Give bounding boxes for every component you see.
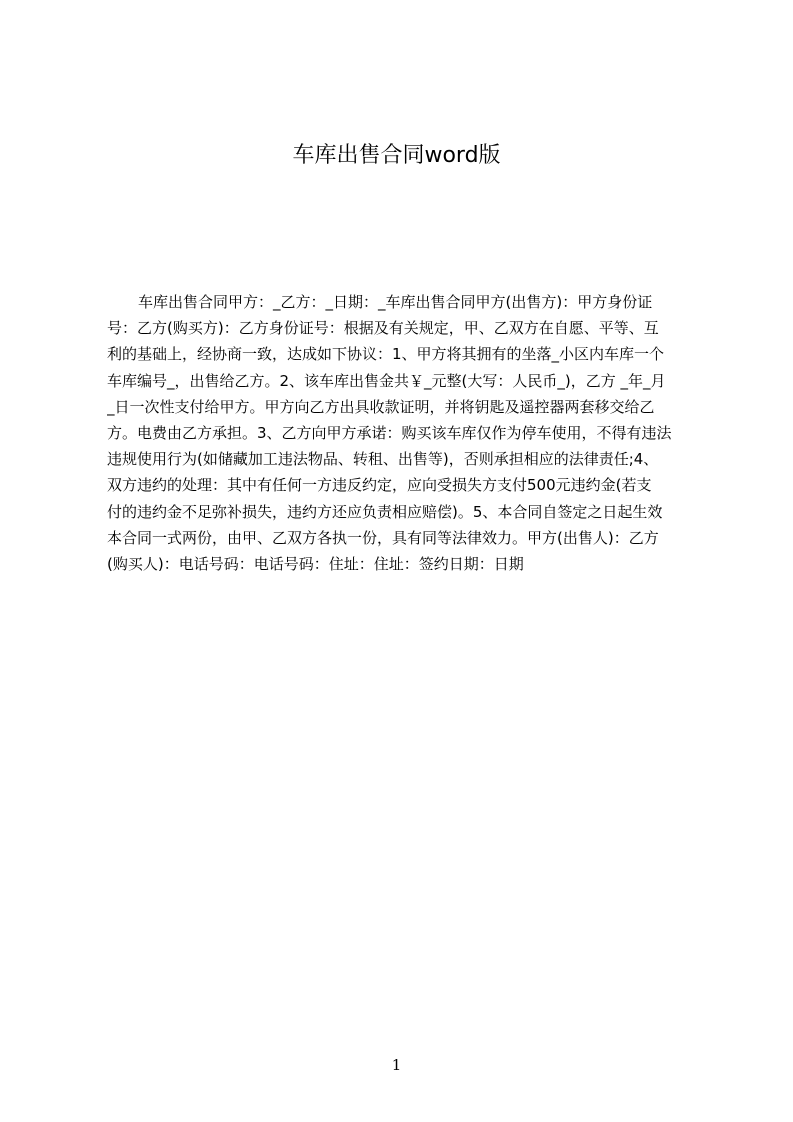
document-body <box>107 289 698 589</box>
body-line: (购买人)：电话号码：电话号码：住址：住址：签约日期：日期 <box>107 554 524 573</box>
body-line: 本合同一式两份，由甲、乙双方各执一份，具有同等法律效力。甲方(出售人)：乙方 <box>107 528 659 547</box>
body-line: 车库出售合同甲方：_乙方：_日期：_车库出售合同甲方(出售方)：甲方身份证 <box>138 293 653 311</box>
page-number: 1 <box>391 1056 402 1074</box>
body-line: 方。电费由乙方承担。3、乙方向甲方承诺：购买该车库仅作为停车使用，不得有违法 <box>107 423 672 442</box>
document-title: 车库出售合同word版 <box>292 143 501 168</box>
body-line: 付的违约金不足弥补损失，违约方还应负责相应赔偿)。5、本合同自签定之日起生效 <box>107 502 663 521</box>
body-line: 利的基础上，经协商一致，达成如下协议：1、甲方将其拥有的坐落_小区内车库一个 <box>107 345 665 364</box>
body-line: 双方违约的处理：其中有任何一方违反约定，应向受损失方支付500元违约金(若支 <box>107 476 652 495</box>
body-line: 违规使用行为(如储藏加工违法物品、转租、出售等)，否则承担相应的法律责任;4、 <box>107 450 659 469</box>
body-line: _日一次性支付给甲方。甲方向乙方出具收款证明，并将钥匙及遥控器两套移交给乙 <box>107 397 655 416</box>
body-line: 车库编号_，出售给乙方。2、该车库出售金共￥_元整(大写：人民币_)，乙方 _年_月 <box>107 371 666 390</box>
body-line: 号：乙方(购买方)：乙方身份证号：根据及有关规定，甲、乙双方在自愿、平等、互 <box>107 319 659 338</box>
